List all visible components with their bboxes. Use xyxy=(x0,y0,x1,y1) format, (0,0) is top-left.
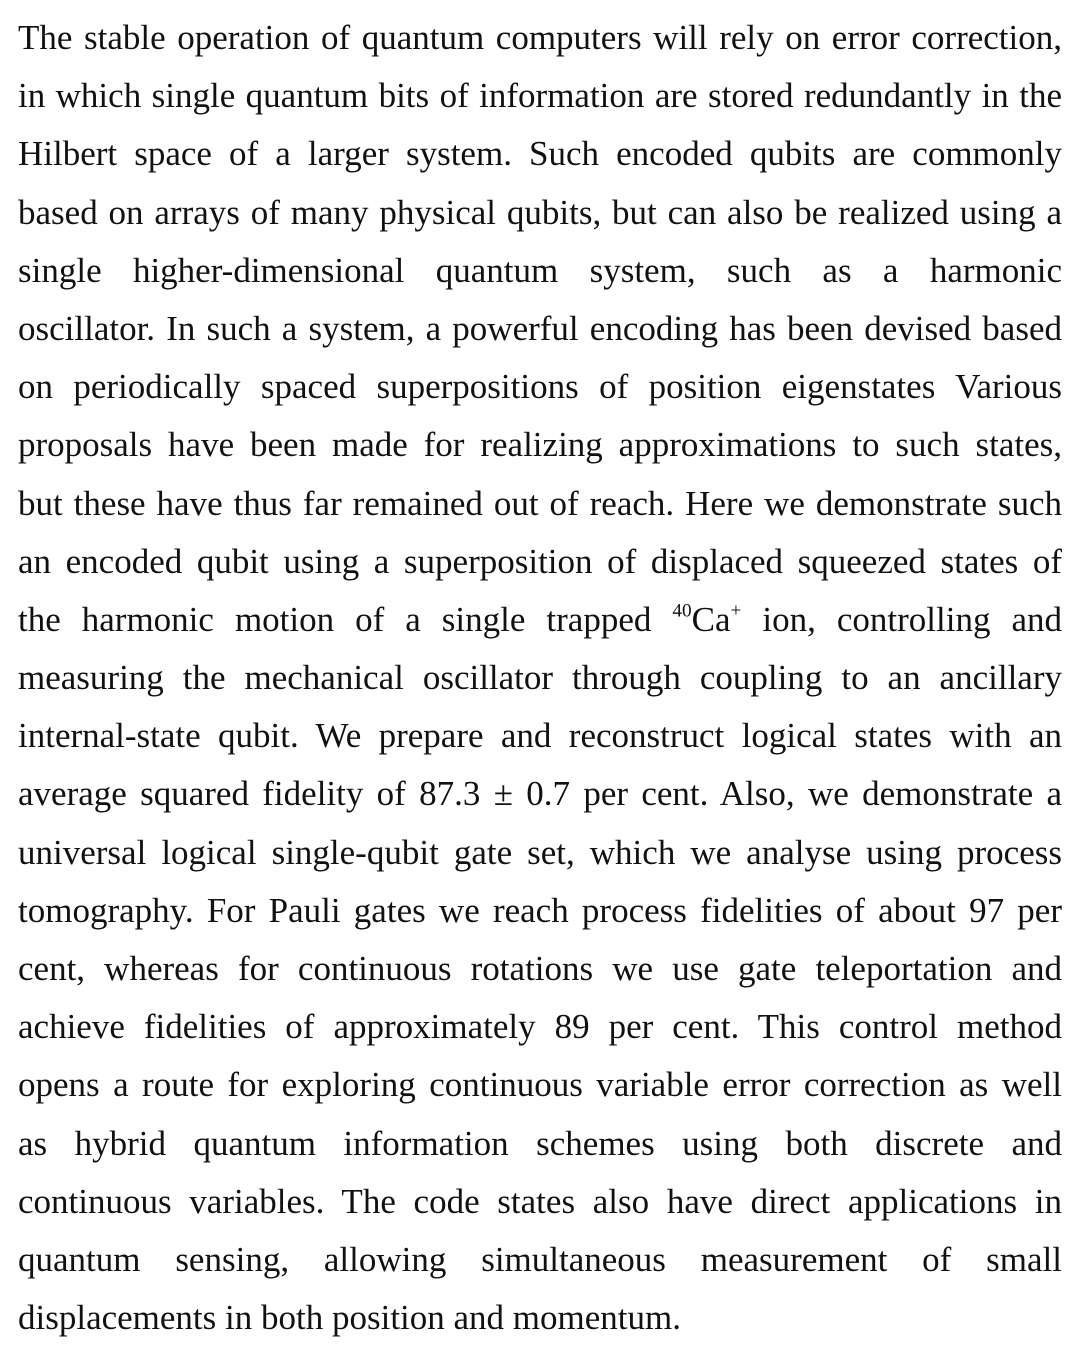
text-line-2: in which single quantum bits of information are stored redundantly in the xyxy=(18,76,1062,116)
text-line-3: Hilbert space of a larger system. Such encoded qubits are commonly xyxy=(18,134,1062,174)
text-line-11-before: the harmonic motion of a single trapped xyxy=(18,599,673,639)
text-line-19: opens a route for exploring continuous variable error correction as well xyxy=(18,1065,1062,1105)
text-line-18: achieve fidelities of approximately 89 per cent. This control method xyxy=(18,1007,1062,1047)
text-line-11 xyxy=(18,591,1062,649)
text-line-6: oscillator. In such a system, a powerful encoding has been devised based xyxy=(18,308,1062,348)
text-line-9: but these have thus far remained out of reach. Here we demonstrate such xyxy=(18,483,1062,523)
text-line-22: quantum sensing, allowing simultaneous measurement of small xyxy=(18,1239,1062,1279)
text-line-17: cent, whereas for continuous rotations we use gate teleportation and xyxy=(18,949,1062,988)
text-line-13: internal-state qubit. We prepare and reconstruct logical states with an xyxy=(18,716,1062,756)
text-line-4: based on arrays of many physical qubits, but can also be realized using a xyxy=(18,192,1062,232)
text-line-1: The stable operation of quantum computers will rely on error correction, xyxy=(18,18,1062,57)
text-line-5: single higher-dimensional quantum system, such as a harmonic xyxy=(18,250,1062,290)
text-line-10: an encoded qubit using a superposition of displaced squeezed states of xyxy=(18,541,1062,581)
text-line-7: on periodically spaced superpositions of position eigenstates Various xyxy=(18,367,1062,407)
text-line-21: continuous variables. The code states also have direct applications in xyxy=(18,1181,1062,1221)
text-line-20: as hybrid quantum information schemes using both discrete and xyxy=(18,1123,1062,1163)
element-symbol: Ca xyxy=(691,599,731,639)
text-line-15: universal logical single-qubit gate set, which we analyse using process xyxy=(18,832,1062,872)
isotope-mass-number: 40 xyxy=(672,600,692,622)
text-line-12: measuring the mechanical oscillator through coupling to an ancillary xyxy=(18,658,1062,698)
ion-charge: + xyxy=(730,600,742,622)
abstract-text xyxy=(18,9,1062,1347)
text-line-23: displacements in both position and momentum. xyxy=(18,1298,681,1338)
text-line-16: tomography. For Pauli gates we reach process fidelities of about 97 per xyxy=(18,890,1062,930)
text-line-14: average squared fidelity of 87.3 ± 0.7 per cent. Also, we demonstrate a xyxy=(18,774,1062,814)
text-line-8: proposals have been made for realizing approximations to such states, xyxy=(18,425,1062,465)
text-line-11-after: ion, controlling and xyxy=(741,599,1062,639)
